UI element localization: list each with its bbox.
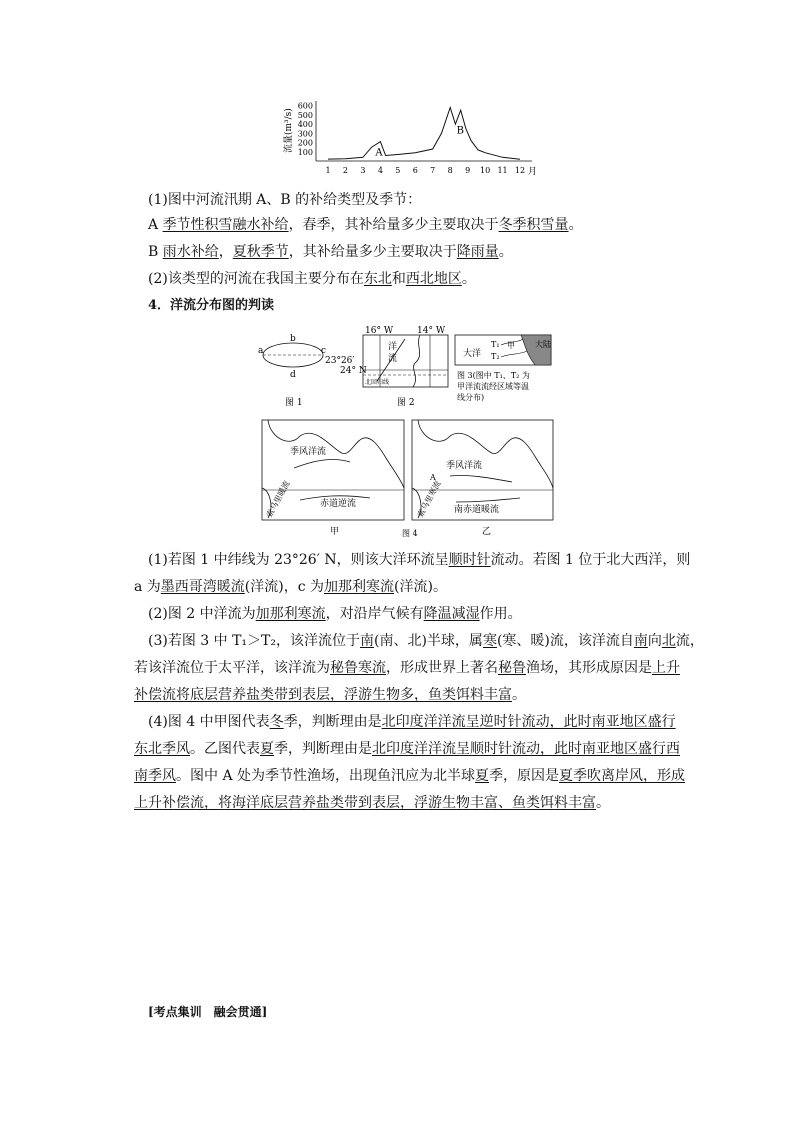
fig4-right-arrow-2 xyxy=(456,498,520,502)
p4-line2 xyxy=(134,740,680,758)
p1-l2-mid: (洋流)，c 为 xyxy=(244,579,325,595)
q2-line xyxy=(148,270,476,288)
q1b-answer-type: 雨水补给 xyxy=(162,244,219,260)
x-tick-label: 7 xyxy=(430,166,436,175)
peak-b-label: B xyxy=(456,125,465,137)
q1-title xyxy=(148,191,421,209)
p1-l1-pre: (1)若图 1 中纬线为 23°26′ N，则该大洋环流呈 xyxy=(148,552,449,568)
fig4-left-caption: 甲 xyxy=(330,527,340,537)
fig2-caption: 图 2 xyxy=(397,398,415,408)
p3-l2-pre: 若该洋流位于太平洋，该洋流为 xyxy=(134,660,330,676)
q1a-pre: A xyxy=(148,217,163,233)
fig1-label-d: d xyxy=(290,370,296,380)
figure-2 xyxy=(340,326,448,408)
p4-l2-mid: 。乙图代表 xyxy=(190,741,260,757)
fig3-desc-2: 甲洋流流经区域等温 xyxy=(457,382,529,391)
p1-line2 xyxy=(134,578,447,596)
y-tick-label: 500 xyxy=(297,110,313,120)
p3-l1-mid2: (寒、暖)流，该洋流自 xyxy=(496,633,634,649)
p3-l1-mid1: (南、北)半球，属 xyxy=(374,633,483,649)
fig2-tropic-label: 北回归线 xyxy=(365,379,390,386)
p4-answer-fishery-reason-start: 夏季吹离岸风，形成 xyxy=(559,768,686,784)
p3-answer-current: 秘鲁寒流 xyxy=(330,660,386,676)
x-tick-label: 12 xyxy=(514,166,526,175)
p4-answer-reason-yi: 北印度洋洋流呈顺时针流动，此时南亚地区盛行西 xyxy=(372,741,680,757)
y-tick-label: 200 xyxy=(297,138,313,148)
p2-pre: (2)图 2 中洋流为 xyxy=(148,606,256,622)
section-4-title: 4．洋流分布图的判读 xyxy=(148,298,275,313)
q1a-mid: ，春季，其补给量多少主要取决于 xyxy=(288,217,499,233)
x-tick-label: 9 xyxy=(465,166,471,175)
q1b-pre: B xyxy=(148,244,163,260)
p1-l1-mid: 流动。若图 1 位于北大西洋，则 xyxy=(490,552,691,568)
p4-answer-season-yi: 夏 xyxy=(260,741,274,757)
q2-answer-2: 西北地区 xyxy=(405,271,462,287)
p4-answer-season-jia: 冬 xyxy=(269,714,284,730)
q1a-answer-factor: 冬季积雪量 xyxy=(498,217,569,233)
p1-line1 xyxy=(148,551,690,569)
fig4-left-counter-label: 赤道逆流 xyxy=(320,499,357,509)
p3-answer-hemisphere: 南 xyxy=(360,633,374,649)
fig1-label-c: c xyxy=(321,346,327,356)
fig4-caption: 图 4 xyxy=(402,529,418,538)
x-tick-label: 1 xyxy=(325,166,331,175)
fig2-lat-24n: 24° N xyxy=(340,366,367,376)
y-tick-label: 300 xyxy=(297,129,313,139)
p3-l2-mid2: 渔场，其形成原因是 xyxy=(526,660,652,676)
q1a-end: 。 xyxy=(568,217,583,233)
fig4-left-arrow-1 xyxy=(294,460,350,468)
p1-answer-a: 墨西哥湾暖流 xyxy=(160,579,245,595)
p3-answer-to: 北 xyxy=(661,633,676,649)
q2-pre: (2)该类型的河流在我国主要分布在 xyxy=(148,271,364,287)
figures-1-3 xyxy=(255,325,555,410)
figure-4 xyxy=(260,418,555,540)
p1-answer-c: 加那利寒流 xyxy=(324,579,395,595)
q1b-mid1: ， xyxy=(218,244,233,260)
fig1-caption: 图 1 xyxy=(285,398,303,408)
p3-answer-from: 南 xyxy=(633,633,648,649)
fig3-land-label: 大陆 xyxy=(535,340,551,349)
p4-answer-reason-jia: 北印度洋洋流呈逆时针流动，此时南亚地区盛行 xyxy=(381,714,676,730)
fig2-coastline xyxy=(413,335,420,387)
p4-l1-pre: (4)图 4 中甲图代表 xyxy=(148,714,270,730)
p4-line1 xyxy=(148,713,676,731)
chart-ylabel: 流量(m³/s) xyxy=(284,108,294,153)
q1b-answer-factor: 降雨量 xyxy=(456,244,499,260)
p3-answer-type: 寒 xyxy=(482,633,497,649)
footer-section-label: [考点集训 融会贯通] xyxy=(148,1005,268,1019)
fig4-left-somali-label: 索马里暖流 xyxy=(264,479,292,519)
fig3-isotherm-2 xyxy=(501,351,527,357)
p4-l1-mid: 季，判断理由是 xyxy=(283,714,382,730)
y-tick-label: 400 xyxy=(297,120,313,130)
figure-4-left-map xyxy=(262,420,404,537)
p3-l1-end: 流， xyxy=(675,633,704,649)
fig4-right-a-mark: A xyxy=(430,473,436,482)
fig3-jia: 甲 xyxy=(507,341,515,350)
x-unit: 月 xyxy=(528,167,538,177)
p4-line4 xyxy=(134,794,610,812)
p3-answer-fishery: 秘鲁 xyxy=(498,660,526,676)
q2-end: 。 xyxy=(461,271,476,287)
p4-answer-monsoon-yi: 南季风 xyxy=(134,768,176,784)
q1a-answer-type: 季节性积雪融水补给 xyxy=(162,217,289,233)
q1-answer-b xyxy=(148,243,513,261)
q1b-end: 。 xyxy=(498,244,513,260)
x-tick-label: 8 xyxy=(447,166,453,175)
p4-l3-mid2: 季，原因是 xyxy=(489,768,560,784)
p3-l3-end: 。 xyxy=(512,687,526,703)
fig3-t2: T₂ xyxy=(491,352,500,361)
fig4-left-monsoon-label: 季风洋流 xyxy=(290,447,327,457)
figure-4-right-map xyxy=(412,420,553,537)
q1b-mid2: ，其补给量多少主要取决于 xyxy=(288,244,457,260)
fig4-right-arrow-1 xyxy=(450,475,512,482)
fig2-text-liu: 流 xyxy=(388,354,398,364)
p1-l2-pre: a 为 xyxy=(134,579,161,595)
fig4-right-monsoon-label: 季风洋流 xyxy=(446,461,483,471)
p4-line3 xyxy=(134,767,685,785)
fig2-text-yang: 洋 xyxy=(388,342,398,352)
fig3-t1: T₁ xyxy=(491,340,500,349)
p3-answer-reason-start: 上升 xyxy=(652,660,680,676)
discharge-line xyxy=(328,108,520,160)
p3-l1-mid3: 向 xyxy=(647,633,662,649)
q1-title-text: (1)图中河流汛期 A、B 的补给类型及季节： xyxy=(148,192,422,208)
p1-answer-direction: 顺时针 xyxy=(448,552,491,568)
fig1-label-a: a xyxy=(258,346,264,356)
fig2-lon-16w: 16° W xyxy=(365,326,394,336)
fig1-label-b: b xyxy=(290,334,296,344)
p3-l1-pre: (3)若图 3 中 T₁＞T₂，该洋流位于 xyxy=(148,633,360,649)
p3-line3 xyxy=(134,686,526,704)
fig3-desc-1: 图 3(图中 T₁、T₂ 为 xyxy=(457,371,530,380)
fig4-left-coast xyxy=(268,420,404,488)
p3-line1 xyxy=(148,632,704,650)
p2-end: 作用。 xyxy=(479,606,522,622)
q1b-answer-season: 夏秋季节 xyxy=(232,244,289,260)
p3-l2-mid: ，形成世界上著名 xyxy=(386,660,498,676)
y-tick-label: 100 xyxy=(297,147,313,157)
fig4-right-somali-label: 索马里寒流 xyxy=(415,479,443,519)
p2-answer-effect: 降温减湿 xyxy=(423,606,480,622)
p2-line xyxy=(148,605,522,623)
p3-answer-reason: 补偿流将底层营养盐类带到表层，浮游生物多，鱼类饵料丰富 xyxy=(134,687,512,703)
fig3-ocean-label: 大洋 xyxy=(463,349,482,359)
x-tick-label: 4 xyxy=(377,166,383,175)
p1-l2-end: (洋流)。 xyxy=(394,579,447,595)
figure-3 xyxy=(455,335,551,402)
fig4-right-equator-label: 南赤道暖流 xyxy=(454,505,500,515)
p2-answer-current: 加那利寒流 xyxy=(255,606,326,622)
p4-l4-end: 。 xyxy=(596,795,610,811)
x-tick-label: 5 xyxy=(395,166,401,175)
p4-l3-mid: 。图中 A 处为季节性渔场，出现鱼汛应为北半球 xyxy=(176,768,476,784)
x-tick-label: 3 xyxy=(360,166,366,175)
x-tick-label: 11 xyxy=(497,166,508,175)
p2-mid: ，对沿岸气候有 xyxy=(325,606,424,622)
x-tick-label: 6 xyxy=(412,166,418,175)
x-tick-label: 10 xyxy=(479,166,491,175)
p4-l2-mid2: 季，判断理由是 xyxy=(274,741,372,757)
fig1-latitude: 23°26′ xyxy=(325,356,355,366)
q2-mid: 和 xyxy=(391,271,406,287)
river-discharge-chart xyxy=(282,95,542,180)
q2-answer-1: 东北 xyxy=(363,271,392,287)
x-tick-label: 2 xyxy=(342,166,349,175)
p4-answer-fishery-reason: 上升补偿流，将海洋底层营养盐类带到表层，浮游生物丰富、鱼类饵料丰富 xyxy=(134,795,596,811)
fig2-lon-14w: 14° W xyxy=(417,326,446,336)
p3-line2 xyxy=(134,659,680,677)
peak-a-label: A xyxy=(375,147,383,159)
y-tick-label: 600 xyxy=(297,101,313,111)
p4-answer-fishing-season: 夏 xyxy=(475,768,490,784)
p4-answer-monsoon-jia: 东北季风 xyxy=(134,741,190,757)
fig4-right-caption: 乙 xyxy=(482,527,492,537)
q1-answer-a xyxy=(148,216,583,234)
fig3-desc-3: 线分布) xyxy=(457,393,485,402)
